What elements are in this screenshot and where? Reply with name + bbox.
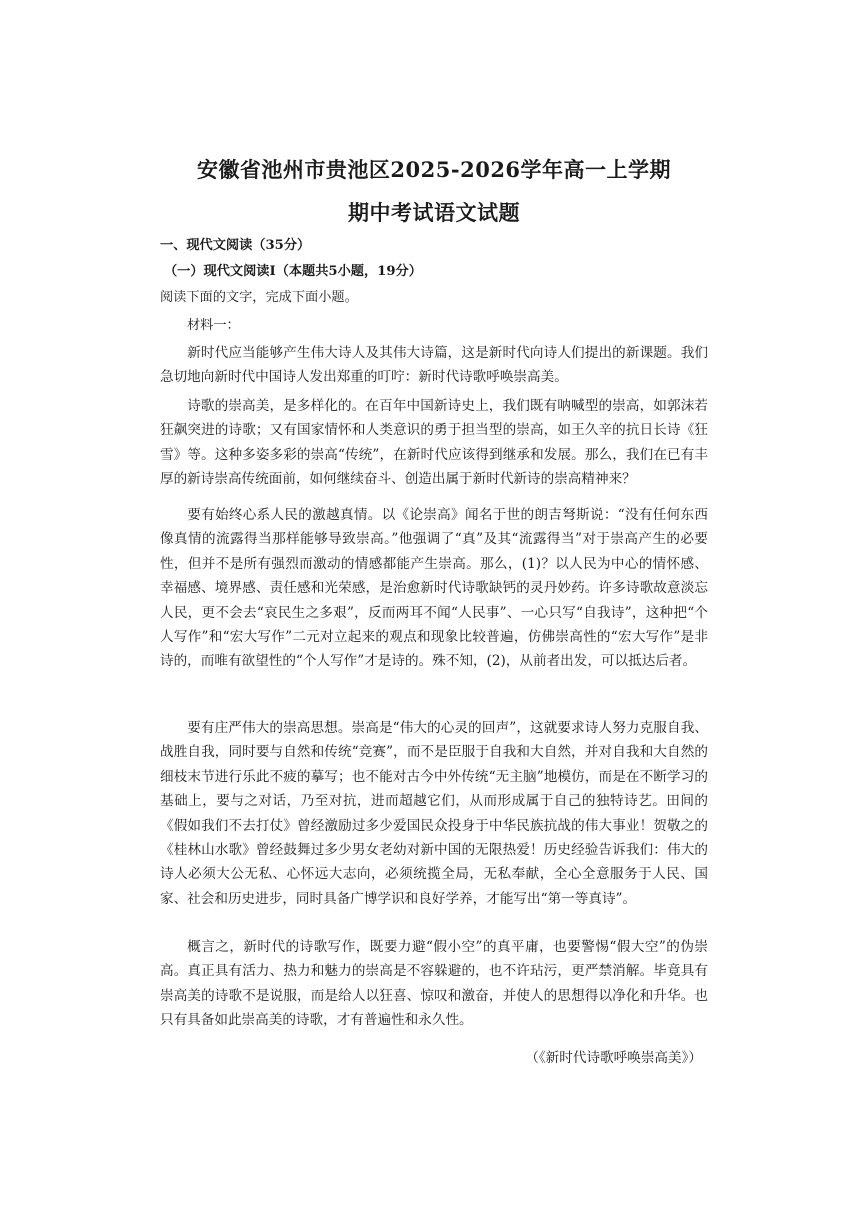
material-label: 材料一： bbox=[187, 318, 240, 333]
paragraph-1: 新时代应当能够产生伟大诗人及其伟大诗篇，这是新时代向诗人们提出的新课题。我们急切地向新时代中国诗人发出郑重的叮咛：新时代诗歌呼唤崇高美。 bbox=[160, 345, 708, 386]
subsection-heading: （一）现代文阅读Ⅰ（本题共5小题，19分） bbox=[164, 264, 422, 279]
paragraph-5: 概言之，新时代的诗歌写作，既要力避“假小空”的真平庸，也要警惕“假大空”的伪崇高。真正具有活力、热力和魅力的崇高是不容躲避的，也不许玷污，更严禁消解。毕竟具有崇高美的诗歌不是说服，而是给人以狂喜、惊叹和激奋，并使人的思想得以净化和升华。也只有具备如此崇高美的诗歌，才有普遍性和永久性。 bbox=[160, 939, 708, 1029]
source-citation: （《新时代诗歌呼唤崇高美》） bbox=[525, 1050, 702, 1066]
paragraph-4: 要有庄严伟大的崇高思想。崇高是“伟大的心灵的回声”，这就要求诗人努力克服自我、战胜自我，同时要与自然和传统“竞赛”，而不是臣服于自我和大自然，并对自我和大自然的细枝末节进行乐此不疲的摹写；也不能对古今中外传统“无主脑”地模仿，而是在不断学习的基础上，要与之对话，乃至对抗，进而超越它们，从而形成属于自己的独特诗艺。田间的《假如我们不去打仗》曾经激励过多少爱国民众投身于中华民族抗战的伟大事业！贺敬之的《桂林山水歌》曾经鼓舞过多少男女老幼对新中国的无限热爱！历史经验告诉我们：伟大的诗人必须大公无私、心怀远大志向，必须统揽全局，无私奉献，全心全意服务于人民、国家、社会和历史进步，同时具备广博学识和良好学养，才能写出“第一等真诗”。 bbox=[160, 720, 708, 907]
instruction-text: 阅读下面的文字，完成下面小题。 bbox=[160, 290, 358, 305]
doc-title-line1: 安徽省池州市贵池区2025-2026学年高一上学期 bbox=[196, 157, 672, 182]
doc-title-line2: 期中考试语文试题 bbox=[348, 200, 520, 225]
paragraph-3: 要有始终心系人民的激越真情。以《论崇高》闻名于世的朗吉弩斯说：“没有任何东西像真情的流露得当那样能够导致崇高。”他强调了“真”及其“流露得当”对于崇高产生的必要性，但并不是所有强烈而激动的情感都能产生崇高。那么，(1)？以人民为中心的情怀感、幸福感、境界感、责任感和光荣感，是治愈新时代诗歌缺钙的灵丹妙药。许多诗歌故意淡忘人民，更不会去“哀民生之多艰”，反而两耳不闻“人民事”、一心只写“自我诗”，这种把“个人写作”和“宏大写作”二元对立起来的观点和现象比较普遍，仿佛崇高性的“宏大写作”是非诗的，而唯有欲望性的“个人写作”才是诗的。殊不知，(2)，从前者出发，可以抵达后者。 bbox=[160, 507, 708, 670]
paragraph-2: 诗歌的崇高美，是多样化的。在百年中国新诗史上，我们既有呐喊型的崇高，如郭沫若狂飙突进的诗歌；又有国家情怀和人类意识的勇于担当型的崇高，如王久辛的抗日长诗《狂雪》等。这种多姿多彩的崇高“传统”，在新时代应该得到继承和发展。那么，我们在已有丰厚的新诗崇高传统面前，如何继续奋斗、创造出属于新时代新诗的崇高精神来？ bbox=[160, 398, 708, 488]
section-heading: 一、现代文阅读（35分） bbox=[160, 238, 311, 253]
